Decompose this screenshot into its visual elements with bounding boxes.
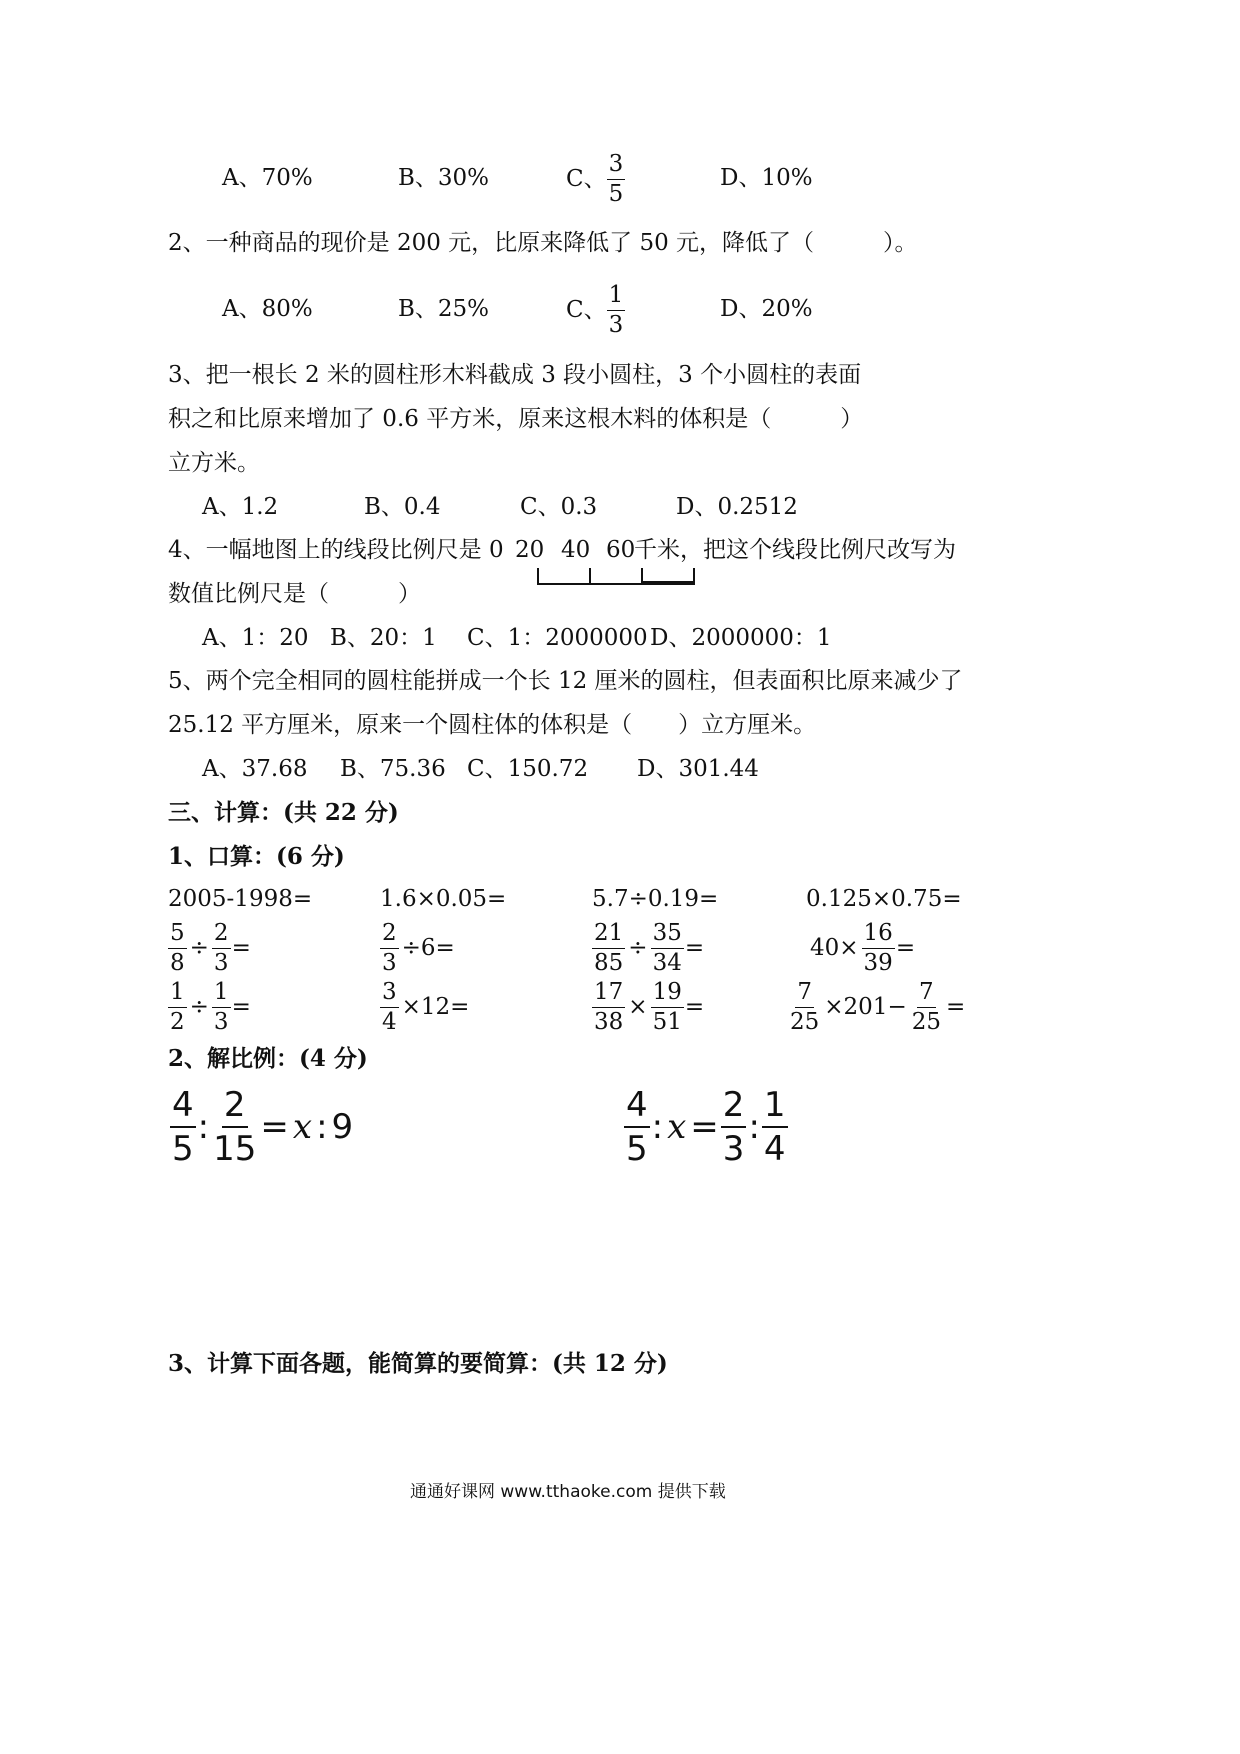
q5-line1: 5、两个完全相同的圆柱能拼成一个长 12 厘米的圆柱，但表面积比原来减少了 <box>168 668 963 694</box>
scale-label-60: 60 <box>606 537 636 563</box>
proportion-1: $\frac{4}{5}$ : $\frac{2}{15}$ = x : 9 <box>172 1085 354 1169</box>
q3-option-d: D、0.2512 <box>676 494 798 520</box>
q1-option-c-label: C、 <box>566 166 607 192</box>
q4-suffix: 千米，把这个线段比例尺改写为 <box>634 537 956 563</box>
q2-option-b: B、25% <box>398 296 490 322</box>
q5-line2: 25.12 平方厘米，原来一个圆柱体的体积是（ ）立方厘米。 <box>168 712 817 738</box>
oral-r1c4: 0.125×0.75= <box>806 886 962 912</box>
oral-r3c3: $\frac{17}{38}$ × $\frac{19}{51}$ = <box>594 979 705 1035</box>
q1-option-b: B、30% <box>398 165 490 191</box>
oral-r2c1: $\frac{5}{8}$ ÷ $\frac{2}{3}$ = <box>170 920 251 976</box>
oral-r1c1: 2005-1998= <box>168 886 313 912</box>
q4-option-d: D、2000000：1 <box>650 625 832 651</box>
q2-option-c <box>566 284 625 337</box>
oral-r3c1: $\frac{1}{2}$ ÷ $\frac{1}{3}$ = <box>170 979 251 1035</box>
oral-r2c4: 40× $\frac{16}{39}$ = <box>810 920 916 976</box>
q1-option-d: D、10% <box>720 165 813 191</box>
proportion-2: $\frac{4}{5}$ : x = $\frac{2}{3}$ : $\frac{1}{4}$ <box>626 1085 786 1169</box>
q5-option-b: B、75.36 <box>340 756 446 782</box>
q2-option-a: A、80% <box>222 296 313 322</box>
q5-option-d: D、301.44 <box>637 756 759 782</box>
q2-option-c-fraction: $\frac{1}{3}$ <box>608 282 624 338</box>
q1-option-c-fraction: $\frac{3}{5}$ <box>608 151 624 207</box>
oral-r1c3: 5.7÷0.19= <box>592 886 719 912</box>
q1-option-a: A、70% <box>222 165 313 191</box>
section3-title: 三、计算：(共 22 分) <box>168 799 399 826</box>
oral-r3c2: $\frac{3}{4}$ ×12= <box>382 979 470 1035</box>
oral-r2c3: $\frac{21}{85}$ ÷ $\frac{35}{34}$ = <box>594 920 705 976</box>
q4-line2: 数值比例尺是（ ） <box>168 581 421 607</box>
q4-option-a: A、1：20 <box>202 625 309 651</box>
q4-option-c: C、1：2000000 <box>467 625 648 651</box>
oral-r3c4: $\frac{7}{25}$ ×201− $\frac{7}{25}$ = <box>790 979 966 1035</box>
oral-r2c2: $\frac{2}{3}$ ÷6= <box>382 920 455 976</box>
q1-option-c <box>566 153 625 206</box>
q2-option-c-label: C、 <box>566 297 607 323</box>
q5-option-a: A、37.68 <box>202 756 308 782</box>
page-footer: 通通好课网 www.tthaoke.com 提供下载 <box>410 1482 726 1502</box>
q3-line1: 3、把一根长 2 米的圆柱形木料截成 3 段小圆柱，3 个小圆柱的表面 <box>168 362 862 388</box>
scale-label-20: 20 <box>515 537 545 563</box>
q3-line3: 立方米。 <box>168 450 260 476</box>
q3-option-b: B、0.4 <box>364 494 441 520</box>
q4-prefix: 4、一幅地图上的线段比例尺是 0 <box>168 537 504 563</box>
q2-option-d: D、20% <box>720 296 813 322</box>
q3-line2: 积之和比原来增加了 0.6 平方米，原来这根木料的体积是（ ） <box>168 406 864 432</box>
q4-option-b: B、20：1 <box>330 625 437 651</box>
scale-label-40: 40 <box>561 537 591 563</box>
q3-option-c: C、0.3 <box>520 494 598 520</box>
q5-option-c: C、150.72 <box>467 756 589 782</box>
oral-r1c2: 1.6×0.05= <box>380 886 507 912</box>
simplify-title: 3、计算下面各题，能简算的要简算：(共 12 分) <box>168 1350 668 1377</box>
oral-calc-title: 1、口算：(6 分) <box>168 843 345 870</box>
q2-text: 2、一种商品的现价是 200 元，比原来降低了 50 元，降低了（ ）。 <box>168 230 918 256</box>
proportion-title: 2、解比例：(4 分) <box>168 1045 368 1072</box>
q3-option-a: A、1.2 <box>202 494 279 520</box>
